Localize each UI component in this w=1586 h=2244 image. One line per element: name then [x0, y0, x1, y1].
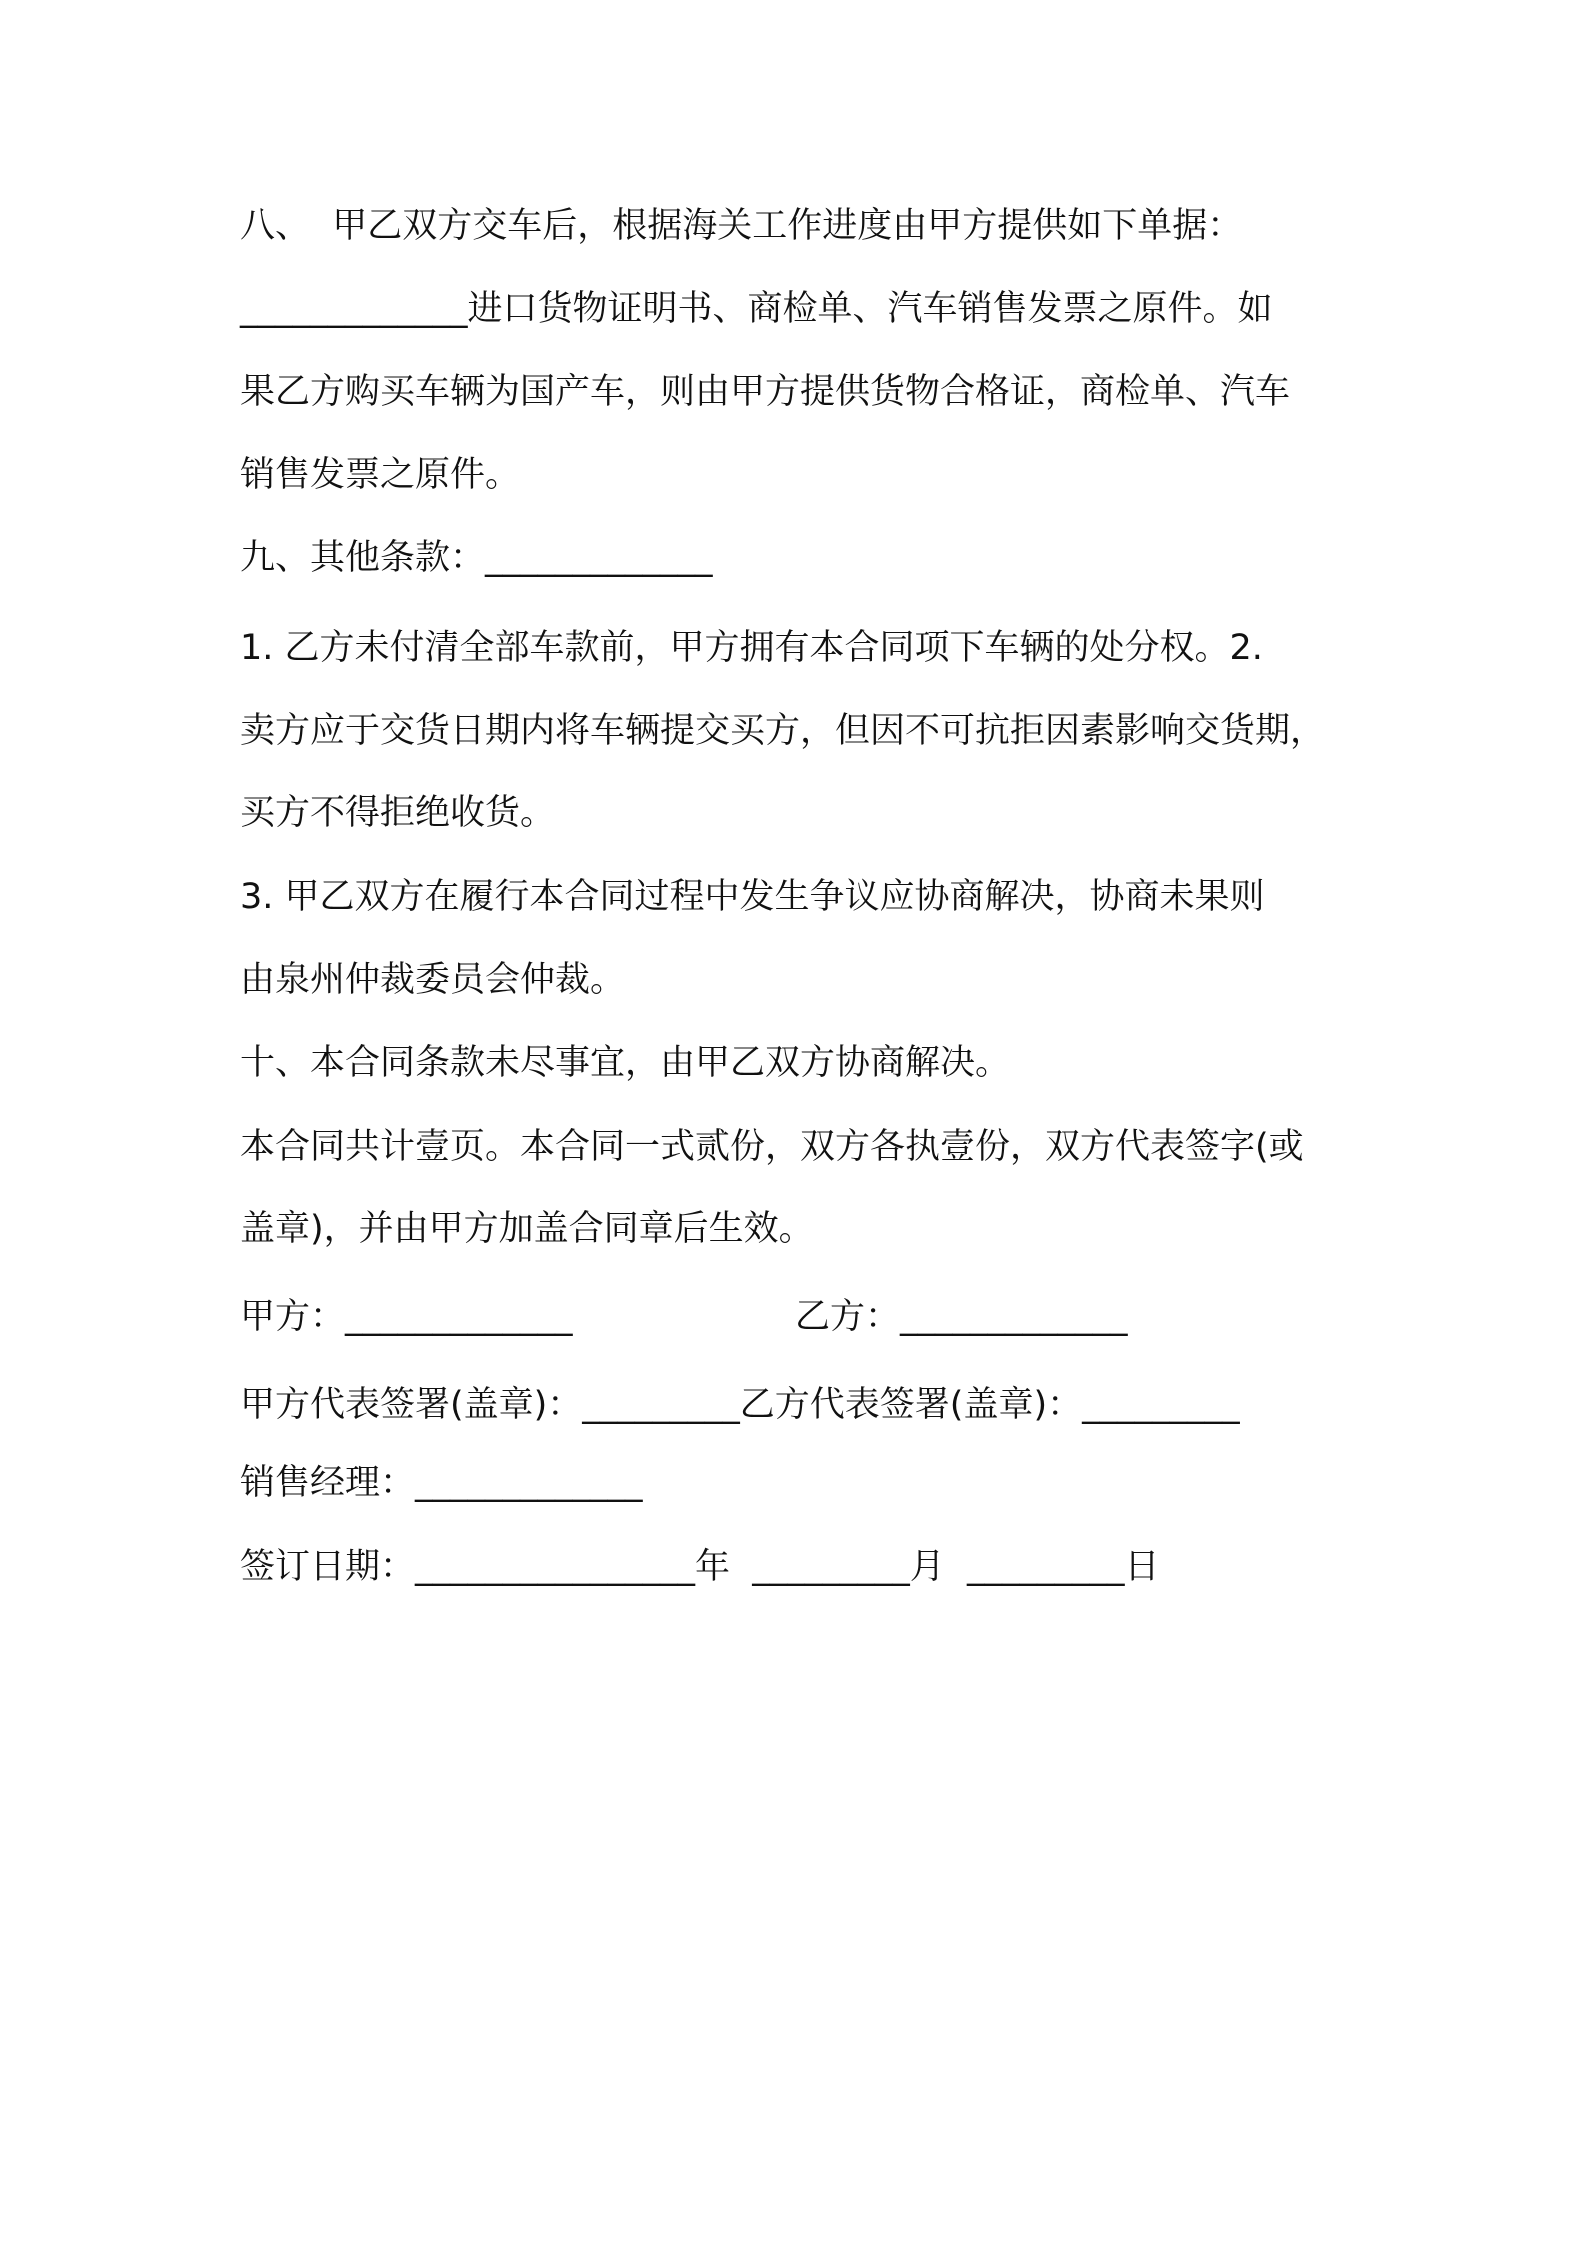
section-8-heading: 八、 甲乙双方交车后，根据海关工作进度由甲方提供如下单据：	[240, 206, 1243, 246]
copies-text: 盖章)，并由甲方加盖合同章后生效。	[240, 1209, 814, 1249]
copies-text: 本合同共计壹页。本合同一式贰份，双方各执壹份，双方代表签字(或	[240, 1127, 1304, 1167]
section-8-text: 销售发票之原件。	[240, 455, 521, 495]
clause-1-text: 卖方应于交货日期内将车辆提交买方，但因不可抗拒因素影响交货期，	[240, 711, 1326, 751]
clause-1-text: 1. 乙方未付清全部车款前，甲方拥有本合同项下车辆的处分权。2.	[240, 628, 1263, 668]
party-b-field: 乙方：_____________	[795, 1297, 1128, 1337]
section-9-heading: 九、其他条款：_____________	[240, 538, 713, 578]
clause-3-text: 3. 甲乙双方在履行本合同过程中发生争议应协商解决，协商未果则	[240, 877, 1265, 917]
clause-3-text: 由泉州仲裁委员会仲裁。	[240, 960, 626, 1000]
sign-date-field: 签订日期：________________年 _________月 _________日	[240, 1547, 1160, 1587]
section-8-text: _____________进口货物证明书、商检单、汽车销售发票之原件。如	[240, 289, 1273, 329]
section-8-text: 果乙方购买车辆为国产车，则由甲方提供货物合格证，商检单、汽车	[240, 372, 1291, 412]
representatives-field: 甲方代表签署(盖章)：_________乙方代表签署(盖章)：_________	[240, 1385, 1240, 1425]
section-10-heading: 十、本合同条款未尽事宜，由甲乙双方协商解决。	[240, 1043, 1011, 1083]
party-a-field: 甲方：_____________	[240, 1297, 573, 1337]
clause-1-text: 买方不得拒绝收货。	[240, 793, 556, 833]
sales-manager-field: 销售经理：_____________	[240, 1463, 643, 1503]
